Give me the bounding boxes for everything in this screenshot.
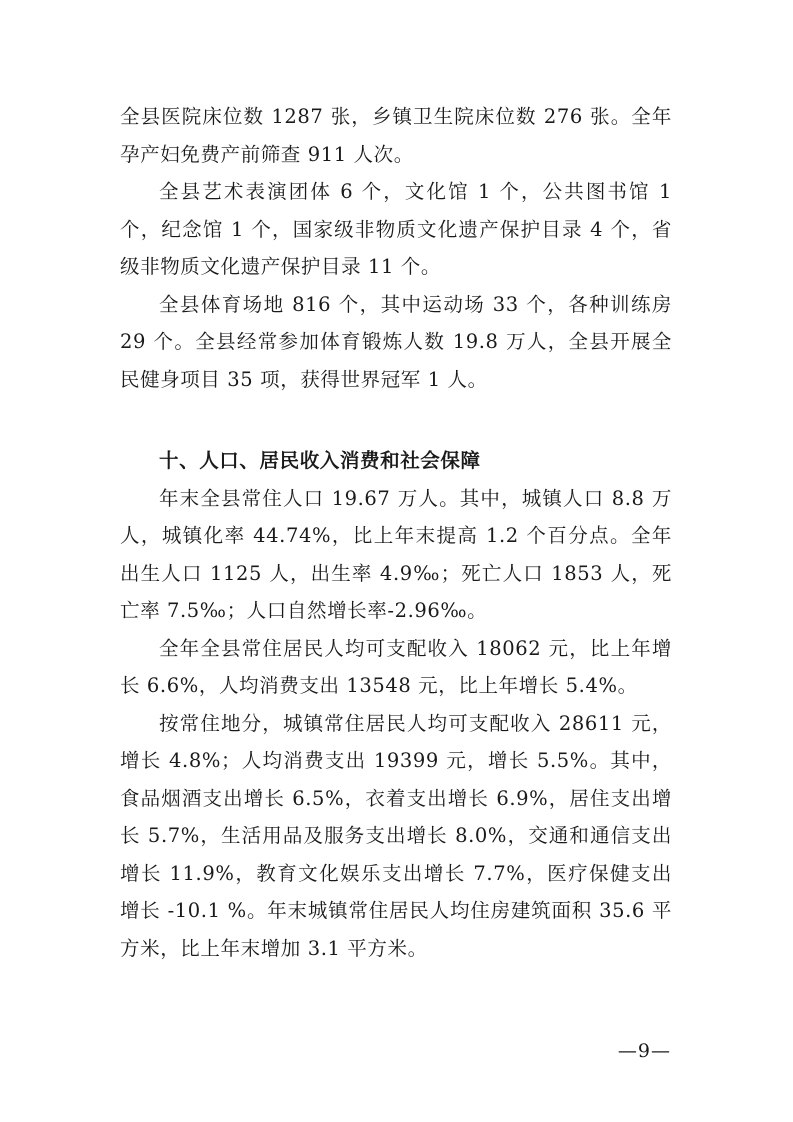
page-content (120, 98, 672, 967)
paragraph-urban-income: 按常住地分，城镇常住居民人均可支配收入 28611 元，增长 4.8%；人均消费支出 19399 元，增长 5.5%。其中，食品烟酒支出增长 6.5%，衣着支出增长 6.9%，居住支出增长 5.7%，生活用品及服务支出增长 8.0%，交通和通信支出增长 11.9%，教育文化娱乐支出增长 7.7%，医疗保健支出增长 -10.1 %。年末城镇常住居民人均住房建筑面积 35.6 平方米，比上年末增加 3.1 平方米。 (120, 711, 672, 960)
paragraph-population: 年末全县常住人口 19.67 万人。其中，城镇人口 8.8 万人，城镇化率 44.74%，比上年末提高 1.2 个百分点。全年出生人口 1125 人，出生率 4.9‰；死亡人口 1853 人，死亡率 7.5‰；人口自然增长率-2.96‰。 (120, 486, 672, 622)
paragraph-income: 全年全县常住居民人均可支配收入 18062 元，比上年增长 6.6%，人均消费支出 13548 元，比上年增长 5.4%。 (120, 636, 672, 697)
paragraph-sports: 全县体育场地 816 个，其中运动场 33 个，各种训练房 29 个。全县经常参加体育锻炼人数 19.8 万人，全县开展全民健身项目 35 项，获得世界冠军 1 人。 (120, 292, 672, 391)
paragraph-culture: 全县艺术表演团体 6 个，文化馆 1 个，公共图书馆 1 个，纪念馆 1 个，国家级非物质文化遗产保护目录 4 个，省级非物质文化遗产保护目录 11 个。 (120, 180, 672, 278)
section-heading: 十、人口、居民收入消费和社会保障 (159, 449, 481, 472)
page-number: —9— (617, 1040, 671, 1062)
paragraph-hospital-beds: 全县医院床位数 1287 张，乡镇卫生院床位数 276 张。全年孕产妇免费产前筛查 911 人次。 (120, 105, 672, 166)
